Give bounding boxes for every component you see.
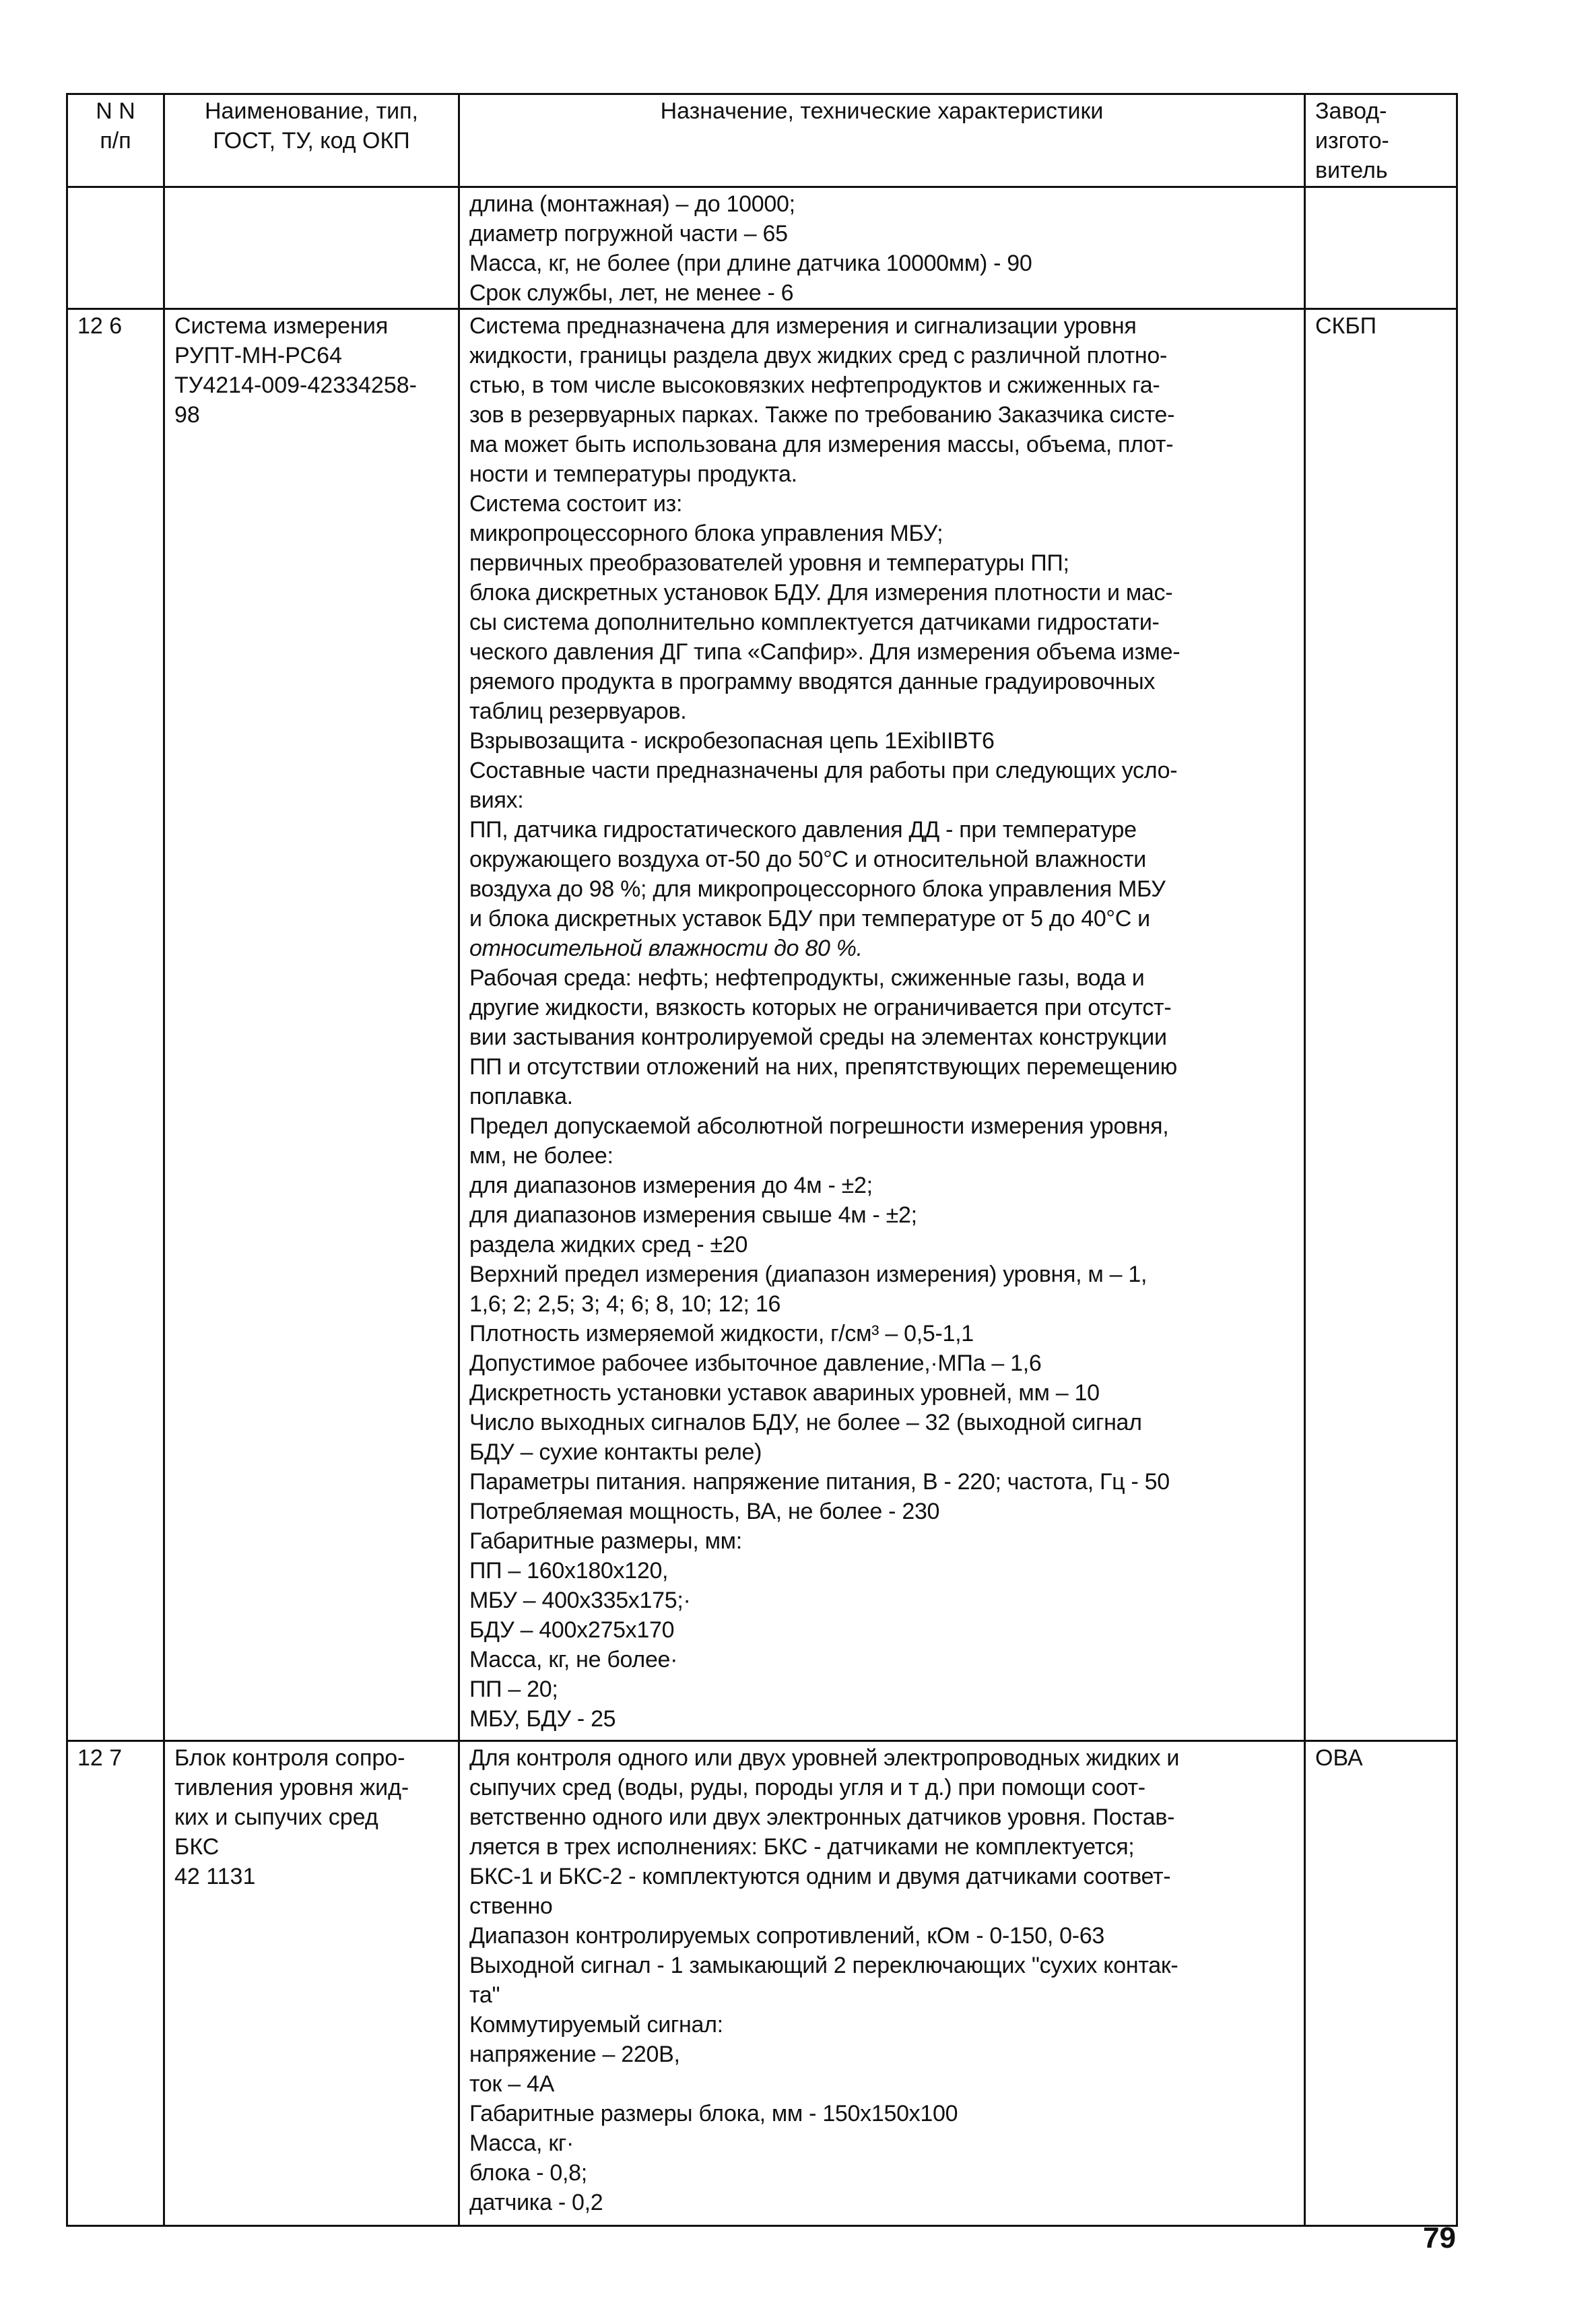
description-line: мм, не более: [469, 1143, 613, 1169]
description-line: сыпучих сред (воды, руды, породы угля и т д.) при помощи соот- [469, 1775, 1145, 1800]
description-line: Допустимое рабочее избыточное давление,·МПа – 1,6 [469, 1350, 1042, 1376]
description-line: датчика - 0,2 [469, 2190, 603, 2215]
description-line: Выходной сигнал - 1 замыкающий 2 переключающих "сухих контак- [469, 1953, 1178, 1978]
row-127-manufacturer [1305, 1741, 1457, 2226]
row-127-description [459, 1741, 1305, 2226]
description-line: Система состоит из: [469, 491, 683, 517]
row-126-manufacturer [1305, 309, 1457, 1741]
header-manufacturer [1305, 94, 1457, 187]
header-name-line2: ГОСТ, ТУ, код ОКП [213, 128, 410, 154]
description-line: Система предназначена для измерения и сигнализации уровня [469, 313, 1137, 339]
continuation-number-cell [67, 187, 164, 309]
product-name-line: тивления уровня жид- [174, 1775, 409, 1800]
header-description [459, 94, 1305, 187]
description-line: ческого давления ДГ типа «Сапфир». Для измерения объема изме- [469, 639, 1181, 665]
description-line: ряемого продукта в программу вводятся данные градуировочных [469, 669, 1156, 694]
description-line: Габаритные размеры блока, мм - 150x150x100 [469, 2101, 958, 2126]
header-number-line1: N N [96, 98, 135, 124]
description-line: микропроцессорного блока управления МБУ; [469, 521, 943, 546]
description-line: поплавка. [469, 1084, 573, 1109]
description-line: МБУ – 400x335x175;· [469, 1588, 691, 1613]
description-line: ности и температуры продукта. [469, 461, 797, 487]
description-line: Рабочая среда: нефть; нефтепродукты, сжиженные газы, вода и [469, 965, 1145, 991]
description-line: ПП – 20; [469, 1677, 558, 1702]
row-number: 12 6 [77, 313, 123, 339]
description-line: Габаритные размеры, мм: [469, 1528, 742, 1554]
description-line: Параметры питания. напряжение питания, В - 220; частота, Гц - 50 [469, 1469, 1170, 1495]
continuation-description-cell [459, 187, 1305, 309]
description-line: и блока дискретных уставок БДУ при температуре от 5 до 40°С и [469, 906, 1150, 932]
continuation-line: Масса, кг, не более (при длине датчика 10000мм) - 90 [469, 251, 1032, 276]
header-manufacturer-line2: изгото- [1315, 128, 1389, 154]
product-name-line: Блок контроля сопро- [174, 1745, 405, 1771]
page-number: 79 [1423, 2221, 1456, 2254]
description-line: блока дискретных установок БДУ. Для измерения плотности и мас- [469, 580, 1173, 606]
description-line: Верхний предел измерения (диапазон измерения) уровня, м – 1, [469, 1262, 1148, 1287]
continuation-line: диаметр погружной части – 65 [469, 221, 788, 247]
manufacturer-code: ОВА [1315, 1745, 1363, 1771]
table-row-126 [67, 309, 1457, 1741]
description-line: Коммутируемый сигнал: [469, 2012, 723, 2038]
description-line: ток – 4А [469, 2071, 554, 2097]
description-line: первичных преобразователей уровня и температуры ПП; [469, 550, 1069, 576]
description-line: Взрывозащита - искробезопасная цепь 1ExibIIBT6 [469, 728, 995, 754]
row-126-description [459, 309, 1305, 1741]
product-name-line: Система измерения [174, 313, 389, 339]
description-line: Для контроля одного или двух уровней электропроводных жидких и [469, 1745, 1180, 1771]
description-line: для диапазонов измерения до 4м - ±2; [469, 1173, 873, 1198]
product-name-line: 42 1131 [174, 1864, 256, 1889]
row-127-number [67, 1741, 164, 2226]
description-line: Составные части предназначены для работы при следующих усло- [469, 758, 1178, 783]
description-line: блока - 0,8; [469, 2160, 587, 2186]
description-line: относительной влажности до 80 %. [469, 936, 863, 961]
continuation-name-cell [164, 187, 459, 309]
description-line: Плотность измеряемой жидкости, г/см³ – 0,5-1,1 [469, 1321, 974, 1346]
description-line: та" [469, 1982, 500, 2008]
description-line: БДУ – 400x275x170 [469, 1617, 675, 1643]
description-line: напряжение – 220В, [469, 2042, 680, 2067]
description-line: МБУ, БДУ - 25 [469, 1706, 616, 1732]
description-line: Дискретность установки уставок авариных уровней, мм – 10 [469, 1380, 1100, 1406]
description-line: стью, в том числе высоковязких нефтепродуктов и сжиженных га- [469, 372, 1160, 398]
description-line: ственно [469, 1893, 553, 1919]
spec-table [66, 93, 1458, 2227]
description-line: ма может быть использована для измерения массы, объема, плот- [469, 432, 1174, 457]
product-name-line: 98 [174, 402, 200, 428]
description-line: Масса, кг· [469, 2130, 574, 2156]
description-line: сы система дополнительно комплектуется датчиками гидростати- [469, 610, 1160, 635]
description-line: для диапазонов измерения свыше 4м - ±2; [469, 1202, 917, 1228]
description-line: ПП и отсутствии отложений на них, препятствующих перемещению [469, 1054, 1177, 1080]
description-line: Предел допускаемой абсолютной погрешности измерения уровня, [469, 1113, 1169, 1139]
description-line: окружающего воздуха от-50 до 50°С и относительной влажности [469, 847, 1146, 872]
continuation-line: Срок службы, лет, не менее - 6 [469, 280, 794, 306]
table-header-row [67, 94, 1457, 187]
description-line: вии застывания контролируемой среды на элементах конструкции [469, 1024, 1167, 1050]
product-name-line: БКС [174, 1834, 220, 1860]
product-name-line: РУПТ-МН-РС64 [174, 343, 342, 368]
description-line: ПП – 160x180x120, [469, 1558, 669, 1584]
header-manufacturer-line3: витель [1315, 158, 1388, 183]
row-126-number [67, 309, 164, 1741]
description-line: раздела жидких сред - ±20 [469, 1232, 748, 1258]
product-name-line: ТУ4214-009-42334258- [174, 372, 417, 398]
description-line: ветственно одного или двух электронных датчиков уровня. Постав- [469, 1804, 1175, 1830]
row-number: 12 7 [77, 1745, 123, 1771]
product-name-line: ких и сыпучих сред [174, 1804, 378, 1830]
description-line: жидкости, границы раздела двух жидких сред с различной плотно- [469, 343, 1168, 368]
description-line: ПП, датчика гидростатического давления ДД - при температуре [469, 817, 1137, 843]
manufacturer-code: СКБП [1315, 313, 1377, 339]
header-number [67, 94, 164, 187]
description-line: 1,6; 2; 2,5; 3; 4; 6; 8, 10; 12; 16 [469, 1291, 781, 1317]
description-line: таблиц резервуаров. [469, 698, 687, 724]
description-line: воздуха до 98 %; для микропроцессорного блока управления МБУ [469, 876, 1166, 902]
header-name-line1: Наименование, тип, [204, 98, 418, 124]
description-line: зов в резервуарных парках. Также по требованию Заказчика систе- [469, 402, 1175, 428]
description-line: БКС-1 и БКС-2 - комплектуются одним и двумя датчиками соответ- [469, 1864, 1171, 1889]
continuation-manufacturer-cell [1305, 187, 1457, 309]
row-127-name [164, 1741, 459, 2226]
description-line: Масса, кг, не более· [469, 1647, 678, 1672]
table-row-127 [67, 1741, 1457, 2226]
header-description-text: Назначение, технические характеристики [660, 98, 1104, 124]
description-line: ляется в трех исполнениях: БКС - датчиками не комплектуется; [469, 1834, 1135, 1860]
table-row-continuation [67, 187, 1457, 309]
document-page [66, 93, 1456, 2215]
continuation-line: длина (монтажная) – до 10000; [469, 191, 795, 217]
row-126-name [164, 309, 459, 1741]
description-line: другие жидкости, вязкость которых не ограничивается при отсутст- [469, 995, 1172, 1020]
description-line: Потребляемая мощность, ВА, не более - 230 [469, 1499, 940, 1524]
description-line: виях: [469, 787, 524, 813]
description-line: Число выходных сигналов БДУ, не более – 32 (выходной сигнал [469, 1410, 1142, 1435]
header-manufacturer-line1: Завод- [1315, 98, 1387, 124]
description-line: Диапазон контролируемых сопротивлений, кОм - 0-150, 0-63 [469, 1923, 1104, 1949]
header-name [164, 94, 459, 187]
header-number-line2: п/п [100, 128, 131, 154]
description-line: БДУ – сухие контакты реле) [469, 1439, 762, 1465]
